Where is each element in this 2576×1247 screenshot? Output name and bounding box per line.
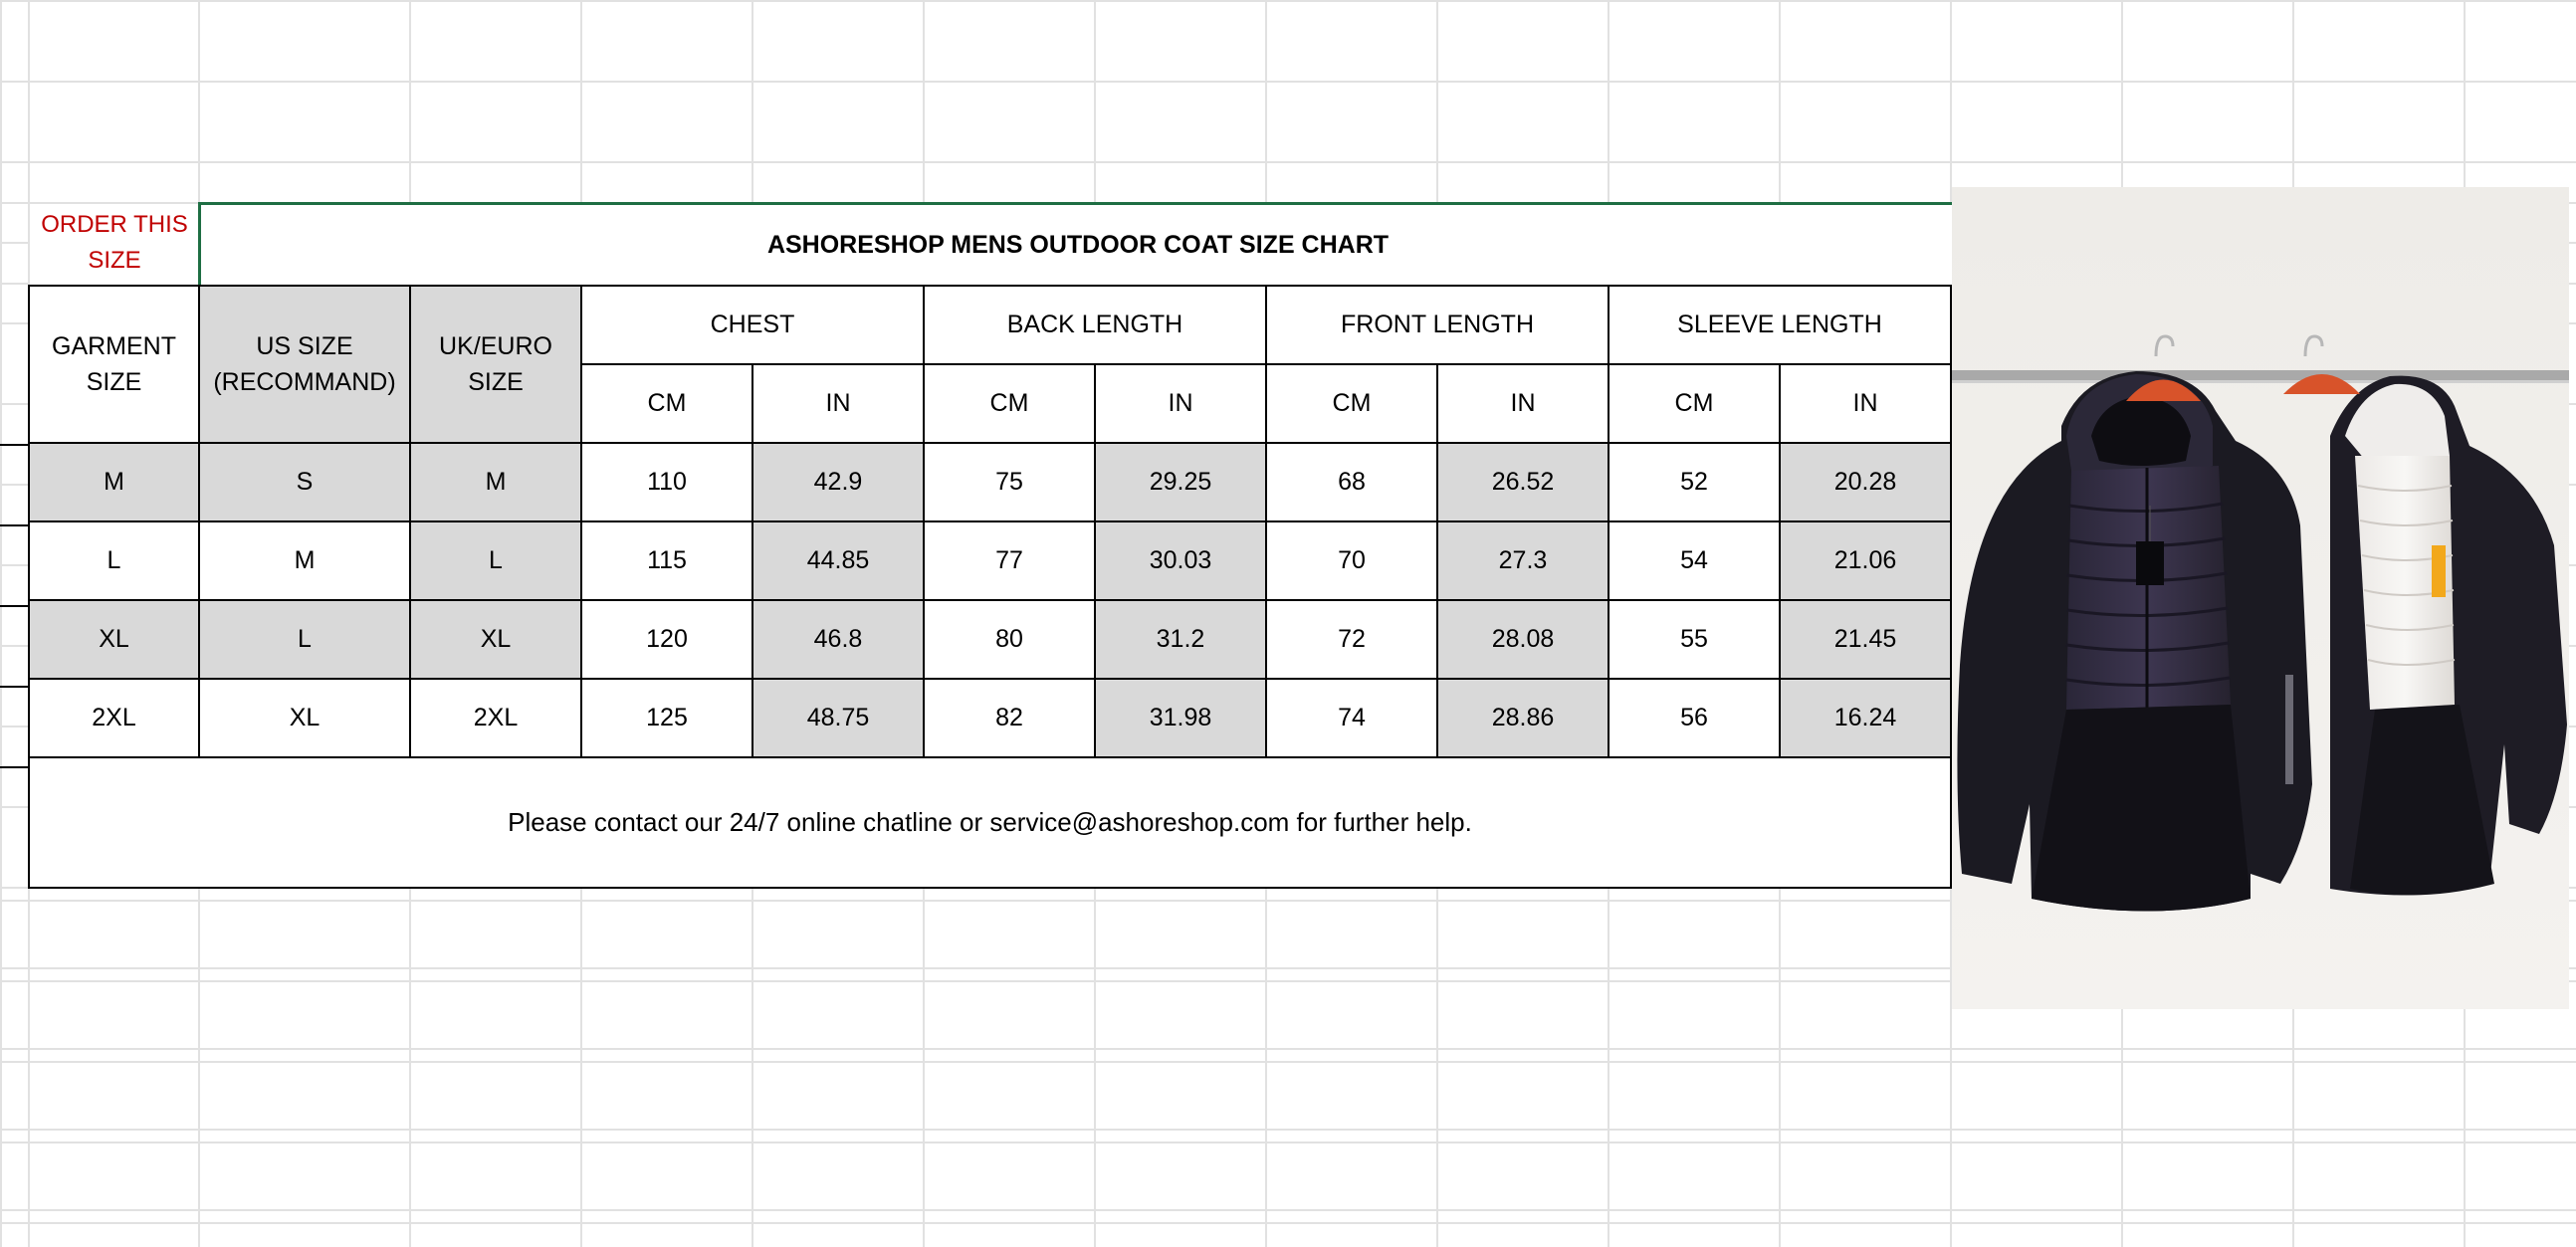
garment-size-cell[interactable]: XL	[29, 600, 199, 679]
sleeve-in-cell[interactable]: 20.28	[1780, 443, 1951, 521]
uk-euro-size-cell[interactable]: XL	[410, 600, 581, 679]
garment-size-cell[interactable]: M	[29, 443, 199, 521]
sleeve-cm-header[interactable]: CM	[1609, 364, 1780, 443]
chest-in-cell[interactable]: 44.85	[752, 521, 924, 600]
row-border-line	[0, 686, 28, 688]
front-cm-cell[interactable]: 68	[1266, 443, 1437, 521]
uk-euro-size-cell[interactable]: L	[410, 521, 581, 600]
footer-row	[29, 757, 1951, 888]
chest-cm-header[interactable]: CM	[581, 364, 752, 443]
chest-header[interactable]: CHEST	[581, 286, 924, 364]
sleeve-cm-cell[interactable]: 54	[1609, 521, 1780, 600]
order-this-size-label: ORDER THIS SIZE	[30, 207, 199, 285]
uk-euro-size-cell[interactable]: 2XL	[410, 679, 581, 757]
row-border-line	[0, 766, 28, 768]
garment-size-cell[interactable]: L	[29, 521, 199, 600]
back-in-cell[interactable]: 31.98	[1095, 679, 1266, 757]
back-in-cell[interactable]: 29.25	[1095, 443, 1266, 521]
chart-title: ASHORESHOP MENS OUTDOOR COAT SIZE CHART	[766, 231, 1390, 259]
grid-row-line	[0, 1142, 2576, 1143]
uk-euro-size-cell[interactable]: M	[410, 443, 581, 521]
table-row	[29, 521, 1951, 600]
footer-note-cell[interactable]	[29, 757, 1951, 888]
product-photo[interactable]	[1952, 187, 2569, 1009]
row-border-line	[0, 605, 28, 607]
front-in-cell[interactable]: 26.52	[1437, 443, 1609, 521]
size-chart-table	[28, 285, 1952, 889]
us-size-cell[interactable]: XL	[199, 679, 410, 757]
uk-euro-size-header-text: UK/EURO SIZE	[439, 332, 552, 396]
front-cm-cell[interactable]: 72	[1266, 600, 1437, 679]
sleeve-in-cell[interactable]: 16.24	[1780, 679, 1951, 757]
table-row	[29, 679, 1951, 757]
front-in-cell[interactable]: 27.3	[1437, 521, 1609, 600]
front-in-header[interactable]: IN	[1437, 364, 1609, 443]
row-border-line	[0, 524, 28, 526]
grid-row-line	[0, 1061, 2576, 1063]
garment-size-cell[interactable]: 2XL	[29, 679, 199, 757]
sleeve-length-header[interactable]: SLEEVE LENGTH	[1609, 286, 1951, 364]
sleeve-cm-cell[interactable]: 56	[1609, 679, 1780, 757]
front-in-cell[interactable]: 28.08	[1437, 600, 1609, 679]
table-row	[29, 600, 1951, 679]
front-cm-cell[interactable]: 74	[1266, 679, 1437, 757]
garment-size-header[interactable]	[29, 286, 199, 443]
chest-cm-cell[interactable]: 110	[581, 443, 752, 521]
back-cm-header[interactable]: CM	[924, 364, 1095, 443]
us-size-cell[interactable]: S	[199, 443, 410, 521]
back-cm-cell[interactable]: 80	[924, 600, 1095, 679]
us-size-cell[interactable]: M	[199, 521, 410, 600]
back-cm-cell[interactable]: 75	[924, 443, 1095, 521]
chest-in-cell[interactable]: 48.75	[752, 679, 924, 757]
front-cm-header[interactable]: CM	[1266, 364, 1437, 443]
back-in-cell[interactable]: 31.2	[1095, 600, 1266, 679]
jackets-illustration	[1952, 187, 2569, 1009]
chest-in-cell[interactable]: 42.9	[752, 443, 924, 521]
chart-title-cell[interactable]	[198, 202, 1955, 289]
us-size-cell[interactable]: L	[199, 600, 410, 679]
back-in-cell[interactable]: 30.03	[1095, 521, 1266, 600]
footer-note: Please contact our 24/7 online chatline or service@ashoreshop.com for further help.	[508, 807, 1472, 837]
sleeve-cm-cell[interactable]: 52	[1609, 443, 1780, 521]
chest-in-cell[interactable]: 46.8	[752, 600, 924, 679]
table-row	[29, 443, 1951, 521]
chest-cm-cell[interactable]: 115	[581, 521, 752, 600]
sleeve-in-cell[interactable]: 21.06	[1780, 521, 1951, 600]
us-size-header[interactable]	[199, 286, 410, 443]
front-cm-cell[interactable]: 70	[1266, 521, 1437, 600]
us-size-header-subtext: (RECOMMAND)	[213, 368, 396, 396]
front-in-cell[interactable]: 28.86	[1437, 679, 1609, 757]
chest-cm-cell[interactable]: 120	[581, 600, 752, 679]
header-row	[29, 286, 1951, 364]
row-border-line	[0, 444, 28, 446]
chest-cm-cell[interactable]: 125	[581, 679, 752, 757]
back-cm-cell[interactable]: 77	[924, 521, 1095, 600]
back-cm-cell[interactable]: 82	[924, 679, 1095, 757]
back-in-header[interactable]: IN	[1095, 364, 1266, 443]
garment-size-header-text: GARMENT SIZE	[52, 332, 176, 396]
us-size-header-text: US SIZE	[256, 332, 353, 360]
uk-euro-size-header[interactable]	[410, 286, 581, 443]
chest-in-header[interactable]: IN	[752, 364, 924, 443]
grid-row-line	[0, 1222, 2576, 1224]
front-length-header[interactable]: FRONT LENGTH	[1266, 286, 1609, 364]
back-length-header[interactable]: BACK LENGTH	[924, 286, 1266, 364]
sleeve-in-cell[interactable]: 21.45	[1780, 600, 1951, 679]
sleeve-cm-cell[interactable]: 55	[1609, 600, 1780, 679]
sleeve-in-header[interactable]: IN	[1780, 364, 1951, 443]
